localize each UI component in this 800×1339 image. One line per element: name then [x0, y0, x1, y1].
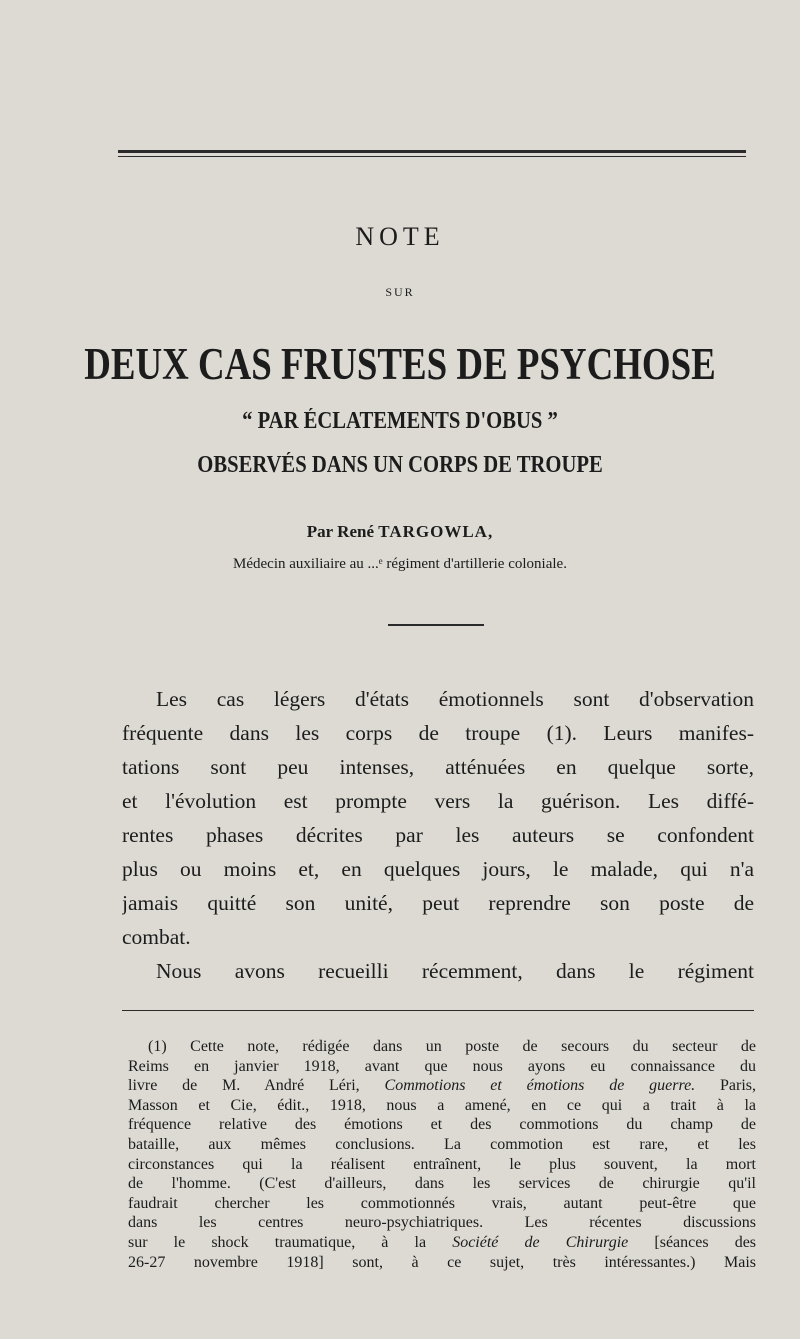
- body-line: et l'évolution est prompte vers la guérison. Les diffé-: [122, 789, 754, 813]
- footnote-line: fréquence relative des émotions et des commotions du champ de: [128, 1116, 756, 1134]
- footnote-line: [128, 1076, 756, 1096]
- subtitle-line-1: “ PAR ÉCLATEMENTS D'OBUS ”: [242, 408, 558, 434]
- body-line: Les cas légers d'états émotionnels sont d'observation: [156, 687, 754, 711]
- body-line: jamais quitté son unité, peut reprendre son poste de: [122, 891, 754, 915]
- footnote-line: (1) Cette note, rédigée dans un poste de secours du secteur de: [148, 1038, 756, 1055]
- footnote-text: livre de M. André Léri,: [128, 1077, 360, 1095]
- header-rule-thin: [118, 156, 746, 157]
- author-name: TARGOWLA,: [378, 522, 494, 541]
- footnote-rule: [122, 1010, 754, 1011]
- footnote-text: [séances des: [654, 1233, 756, 1251]
- book-title: Commotions et émotions de guerre.: [384, 1077, 696, 1095]
- body-line: fréquente dans les corps de troupe (1). Leurs manifes-: [122, 721, 754, 745]
- footnote-line: 26-27 novembre 1918] sont, à ce sujet, très intéressantes.) Mais: [128, 1253, 756, 1271]
- footnote-line: dans les centres neuro-psychiatriques. Les récentes discussions: [128, 1214, 756, 1232]
- note-heading: NOTE: [355, 222, 445, 251]
- body-line: rentes phases décrites par les auteurs se confondent: [122, 823, 754, 847]
- section-divider: [388, 624, 484, 626]
- body-line: plus ou moins et, en quelques jours, le malade, qui n'a: [122, 857, 754, 881]
- footnote-line: de l'homme. (C'est d'ailleurs, dans les services de chirurgie qu'il: [128, 1175, 756, 1193]
- main-title: DEUX CAS FRUSTES DE PSYCHOSE: [84, 339, 716, 389]
- footnote-text: Paris,: [720, 1077, 756, 1095]
- body-line: tations sont peu intenses, atténuées en quelque sorte,: [122, 755, 754, 779]
- society-name: Société de Chirurgie: [452, 1233, 629, 1251]
- author-prefix: Par René: [306, 522, 374, 541]
- body-line: combat.: [122, 925, 191, 949]
- body-line: Nous avons recueilli récemment, dans le régiment: [156, 959, 754, 983]
- footnote-line: circonstances qui la réalisent entraînent, le plus souvent, la mort: [128, 1155, 756, 1173]
- sur-word: SUR: [385, 285, 415, 299]
- footnote-line: faudrait chercher les commotionnés vrais, autant peut-être que: [128, 1194, 756, 1212]
- footnote-line: bataille, aux mêmes conclusions. La commotion est rare, et les: [128, 1135, 756, 1153]
- footnote-line: Reims en janvier 1918, avant que nous ayons eu connaissance du: [128, 1057, 756, 1075]
- footnote-text: sur le shock traumatique, à la: [128, 1233, 427, 1251]
- footnote-line: Masson et Cie, édit., 1918, nous a amené, en ce qui a trait à la: [128, 1096, 756, 1114]
- body-text: [122, 682, 754, 988]
- subtitle-line-2: OBSERVÉS DANS UN CORPS DE TROUPE: [197, 452, 603, 478]
- footnote-line: [128, 1233, 756, 1253]
- author-line: [0, 522, 800, 542]
- author-affiliation: Médecin auxiliaire au ...ᵉ régiment d'artillerie coloniale.: [233, 556, 567, 572]
- header-rule-thick: [118, 150, 746, 153]
- footnote: [128, 1037, 756, 1272]
